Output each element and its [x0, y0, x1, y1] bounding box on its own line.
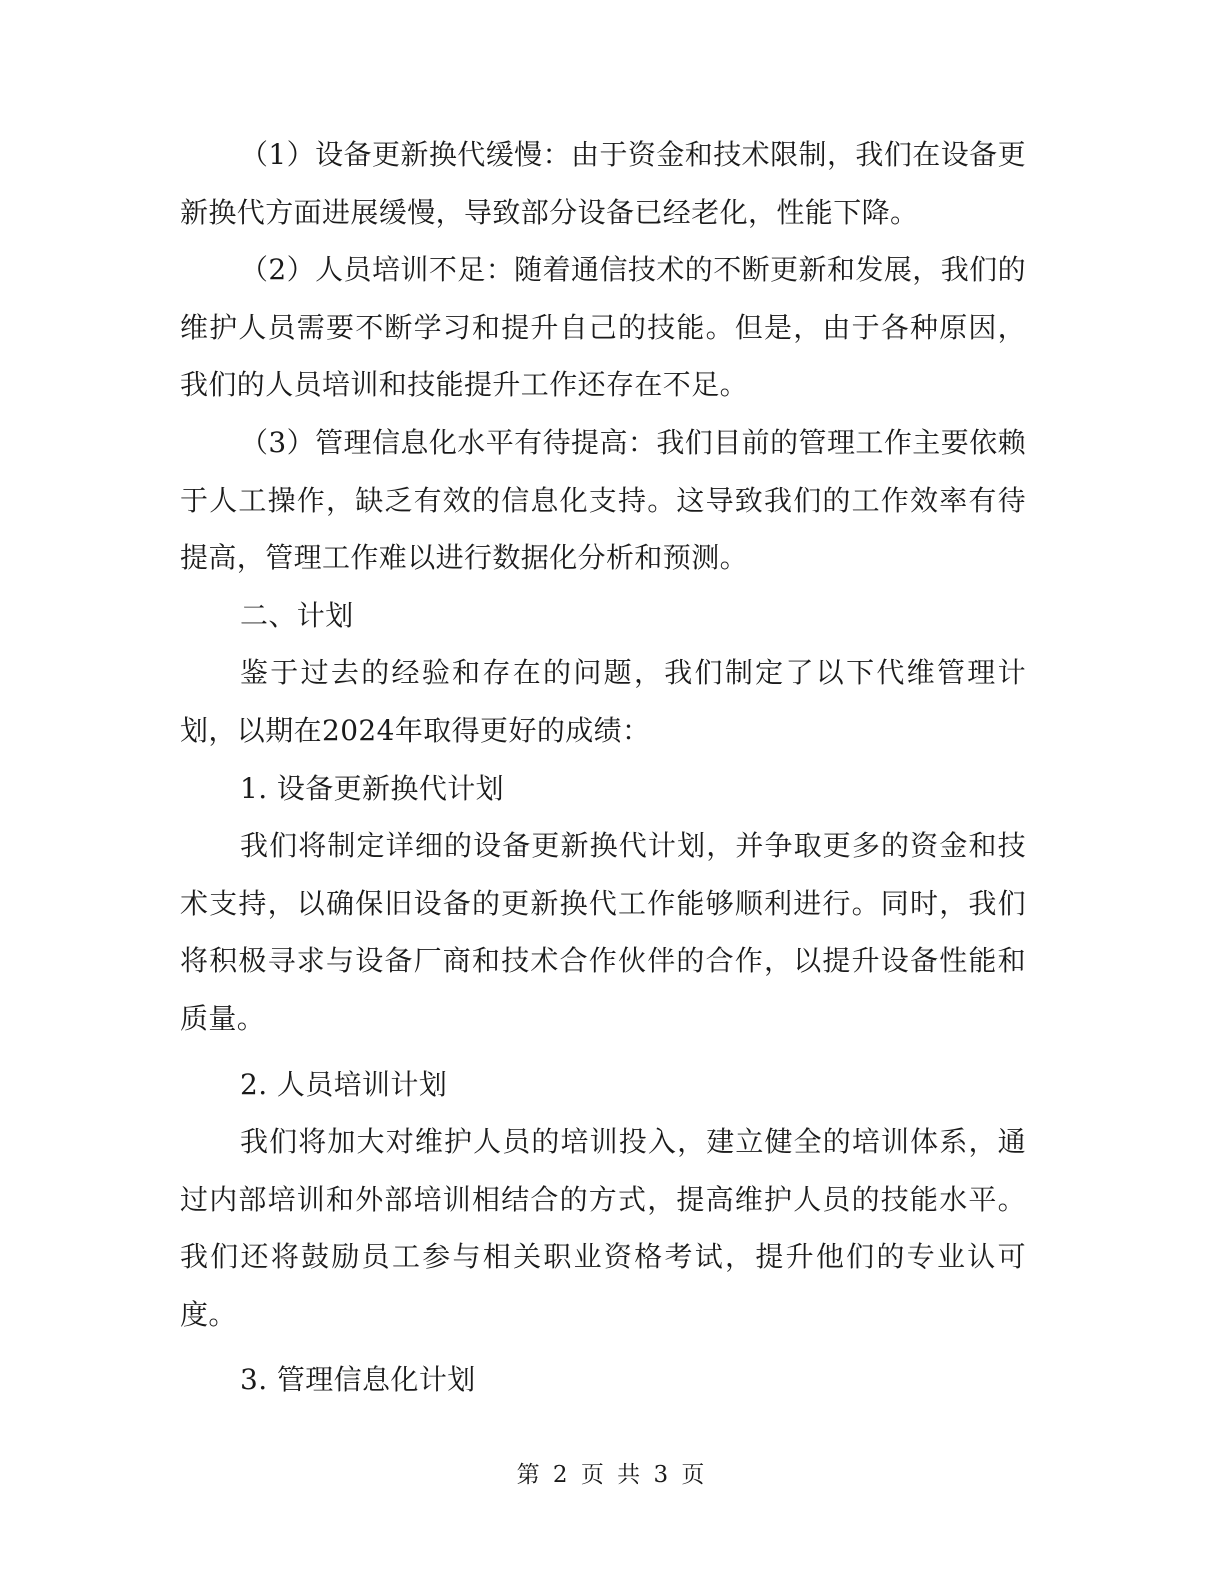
paragraph-issue-equipment: （1）设备更新换代缓慢：由于资金和技术限制，我们在设备更新换代方面进展缓慢，导致部分设备已经老化，性能下降。	[180, 138, 1026, 229]
subheading-training-plan: 2. 人员培训计划	[240, 1067, 448, 1101]
document-body	[180, 126, 1026, 1409]
page-number-footer: 第 2 页 共 3 页	[516, 1462, 708, 1488]
subheading-informatization-plan: 3. 管理信息化计划	[240, 1363, 476, 1397]
paragraph-training-plan: 我们将加大对维护人员的培训投入，建立健全的培训体系，通过内部培训和外部培训相结合的方式，提高维护人员的技能水平。我们还将鼓励员工参与相关职业资格考试，提升他们的专业认可度。	[180, 1125, 1026, 1331]
paragraph-issue-informatization: （3）管理信息化水平有待提高：我们目前的管理工作主要依赖于人工操作，缺乏有效的信息化支持。这导致我们的工作效率有待提高，管理工作难以进行数据化分析和预测。	[180, 425, 1026, 575]
section-heading-plan: 二、计划	[240, 598, 354, 632]
subheading-equipment-plan: 1. 设备更新换代计划	[240, 771, 505, 805]
paragraph-plan-intro: 鉴于过去的经验和存在的问题，我们制定了以下代维管理计划，以期在2024年取得更好的成绩：	[180, 656, 1026, 747]
paragraph-issue-training: （2）人员培训不足：随着通信技术的不断更新和发展，我们的维护人员需要不断学习和提升自己的技能。但是，由于各种原因，我们的人员培训和技能提升工作还存在不足。	[180, 253, 1026, 402]
paragraph-equipment-plan: 我们将制定详细的设备更新换代计划，并争取更多的资金和技术支持，以确保旧设备的更新换代工作能够顺利进行。同时，我们将积极寻求与设备厂商和技术合作伙伴的合作，以提升设备性能和质量。	[180, 829, 1026, 1035]
